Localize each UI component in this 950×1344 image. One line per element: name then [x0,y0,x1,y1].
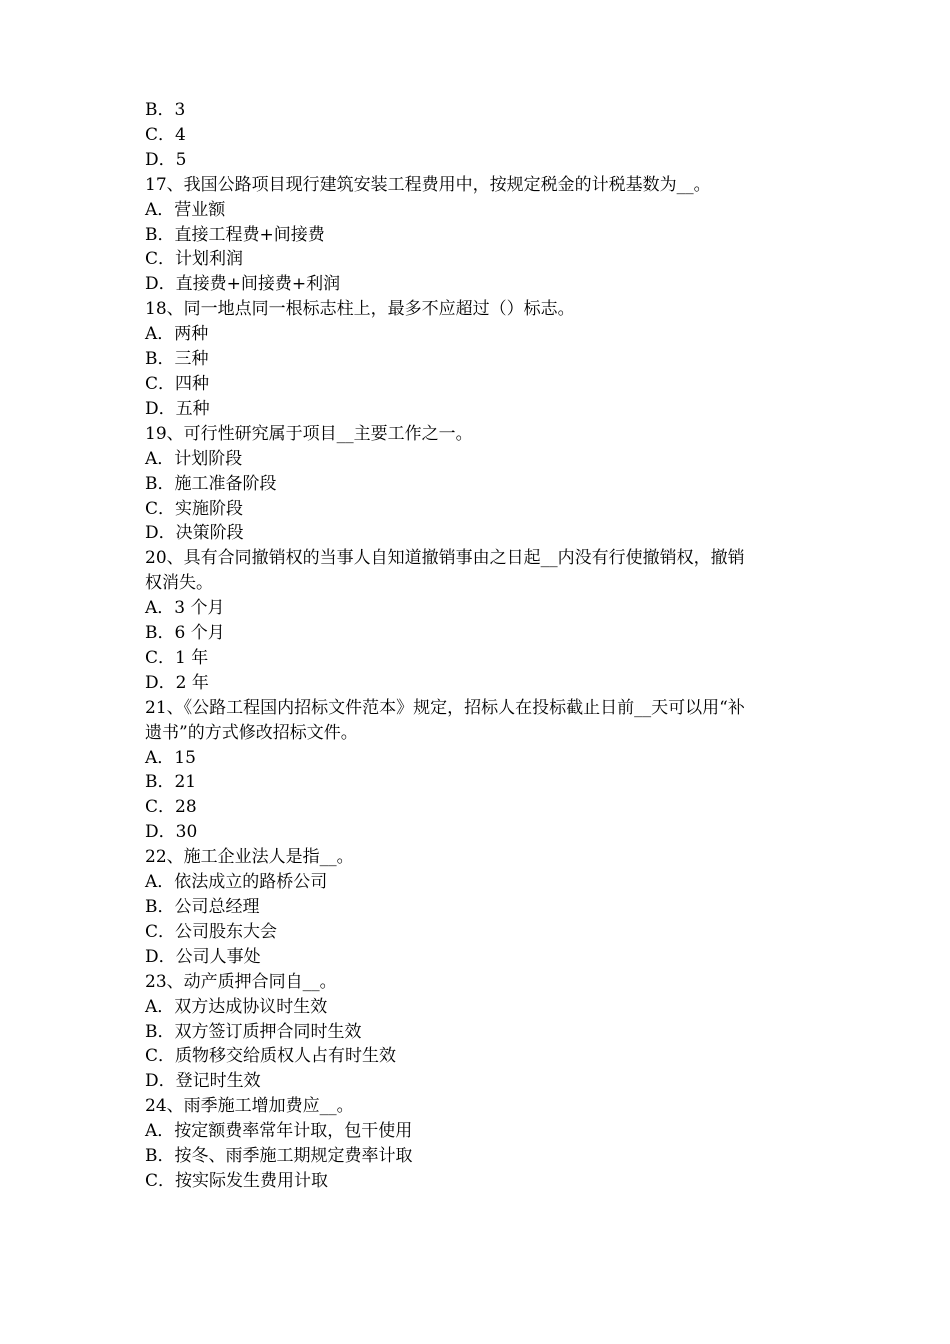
option-line: C．质物移交给质权人占有时生效 [145,1046,397,1067]
option-line: D．30 [145,822,198,843]
question-18: 18、同一地点同一根标志柱上，最多不应超过（）标志。 [145,299,575,320]
option-line: D．登记时生效 [145,1071,261,1092]
option-line: A．计划阶段 [145,448,243,469]
option-line: D．2 年 [145,672,209,693]
question-24: 24、雨季施工增加费应__。 [145,1096,354,1117]
question-19: 19、可行性研究属于项目__主要工作之一。 [145,423,473,444]
option-line: A．双方达成协议时生效 [145,996,328,1017]
option-line: B．施工准备阶段 [145,473,277,494]
option-line: B．公司总经理 [145,897,260,917]
option-line: B．3 [145,100,186,120]
option-line: B．三种 [145,349,209,370]
question-23: 23、动产质押合同自__。 [145,971,337,992]
option-line: A．营业额 [145,199,226,220]
option-line: A．依法成立的路桥公司 [145,872,328,893]
option-line: B．按冬、雨季施工期规定费率计取 [145,1146,413,1167]
option-line: D．五种 [145,398,210,419]
option-line: D．直接费+间接费+利润 [145,274,341,295]
option-line: A．15 [145,747,196,768]
option-line: B．6 个月 [145,623,225,644]
question-20-cont: 权消失。 [145,573,213,594]
option-line: D．公司人事处 [145,946,261,967]
option-line: C．1 年 [145,647,209,668]
option-line: A．两种 [145,324,209,345]
option-line: C．实施阶段 [145,498,244,519]
question-22: 22、施工企业法人是指__。 [145,847,354,868]
document-body [145,98,810,1194]
question-21-cont: 遗书”的方式修改招标文件。 [145,722,358,743]
question-20: 20、具有合同撤销权的当事人自知道撤销事由之日起__内没有行使撤销权，撤销 [145,548,745,569]
option-line: B．双方签订质押合同时生效 [145,1021,362,1042]
option-line: D．5 [145,149,187,170]
option-line: C．四种 [145,373,210,394]
option-line: D．决策阶段 [145,523,244,544]
option-line: C．4 [145,124,186,145]
option-line: B．直接工程费+间接费 [145,224,325,245]
option-line: B．21 [145,772,197,793]
question-21: 21、《公路工程国内招标文件范本》规定，招标人在投标截止日前__天可以用“补 [145,697,745,718]
option-line: C．计划利润 [145,249,244,270]
question-17: 17、我国公路项目现行建筑安装工程费用中，按规定税金的计税基数为__。 [145,174,711,195]
option-line: C．28 [145,797,197,818]
option-line: C．按实际发生费用计取 [145,1170,329,1191]
option-line: A．3 个月 [145,598,225,619]
option-line: A．按定额费率常年计取，包干使用 [145,1121,413,1142]
option-line: C．公司股东大会 [145,921,278,942]
